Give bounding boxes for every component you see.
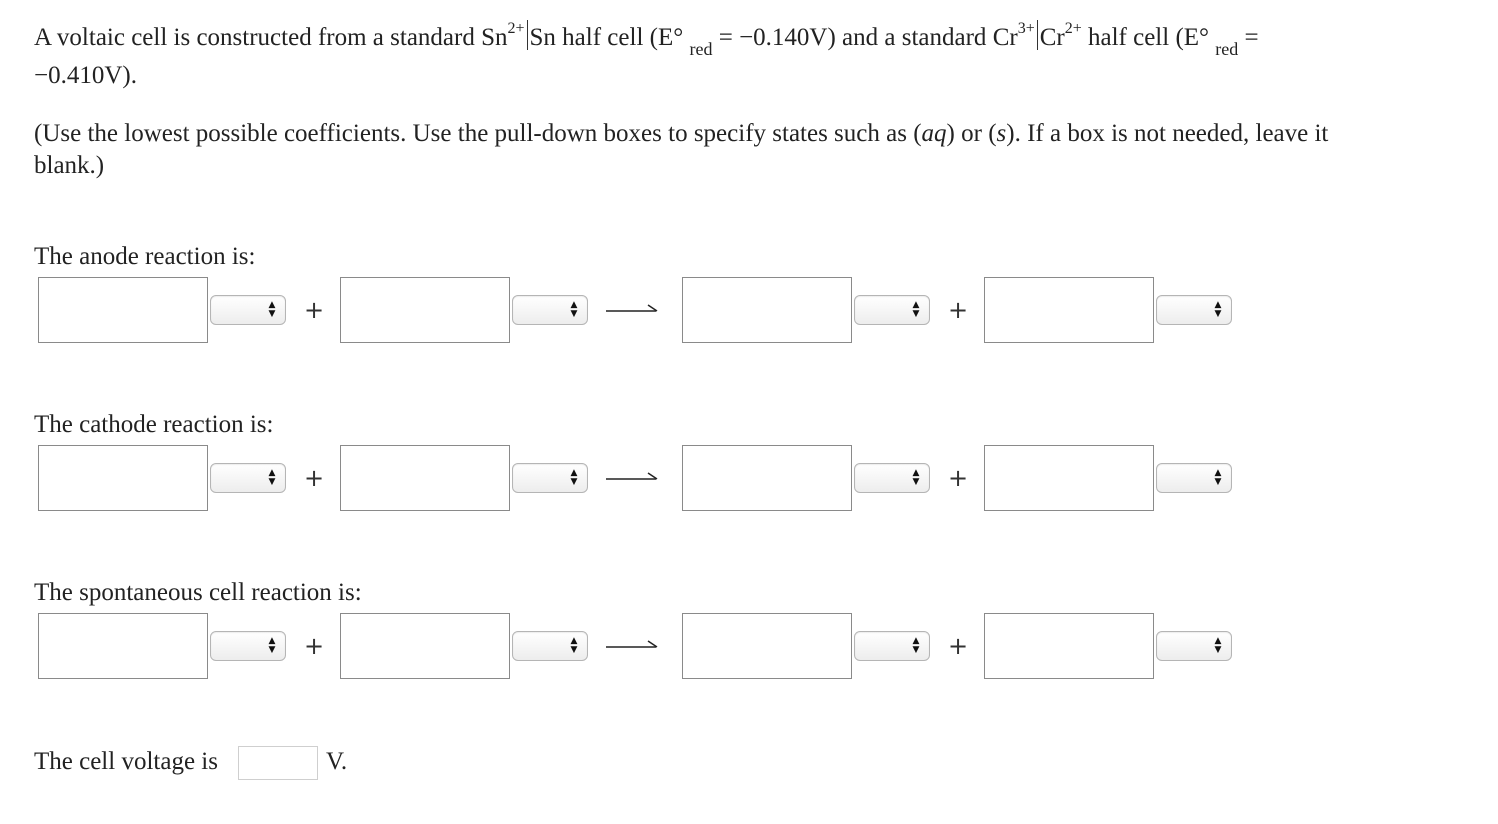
updown-arrows-icon: ▲ ▼ [570,636,578,655]
product2-state-select[interactable] [1156,295,1232,325]
voltage-unit: V. [326,748,348,775]
reactant2-state-select[interactable] [512,463,588,493]
updown-arrows-icon: ▲ ▼ [912,468,920,487]
updown-arrows-icon: ▲ ▼ [912,300,920,319]
problem-statement-line1: A voltaic cell is constructed from a standard $Sn^{2+}$ Sn half cell (E° $_{red}$ = −0.140V) and a standard $Cr^{3+}$ $Cr^{2+}$ half cell (E° $_{red}$ = [34,20,1259,59]
updown-arrows-icon: ▲ ▼ [1214,636,1222,655]
plus-sign: + [304,464,325,492]
anode-label: The anode reaction is: [34,243,256,270]
reactant1-state-select[interactable] [210,463,286,493]
reactant2-state-select[interactable] [512,631,588,661]
reaction-arrow-icon [604,299,660,317]
anode-reaction-row [0,277,1498,347]
instructions-line1: (Use the lowest possible coefficients. Use the pull-down boxes to specify states such as (aq) or (s). If a box is not needed, leave it [34,120,1329,147]
updown-arrows-icon: ▲ ▼ [268,300,276,319]
plus-sign: + [304,632,325,660]
reactant2-input[interactable] [340,445,510,511]
updown-arrows-icon: ▲ ▼ [570,300,578,319]
updown-arrows-icon: ▲ ▼ [912,636,920,655]
product2-state-select[interactable] [1156,463,1232,493]
reactant1-state-select[interactable] [210,295,286,325]
reactant1-input[interactable] [38,613,208,679]
product1-state-select[interactable] [854,463,930,493]
reactant2-input[interactable] [340,277,510,343]
cell-voltage-label: The cell voltage is [34,748,218,775]
plus-sign: + [948,464,969,492]
product1-input[interactable] [682,277,852,343]
plus-sign: + [948,632,969,660]
reactant2-state-select[interactable] [512,295,588,325]
product1-input[interactable] [682,445,852,511]
reaction-arrow-icon [604,635,660,653]
product1-input[interactable] [682,613,852,679]
updown-arrows-icon: ▲ ▼ [570,468,578,487]
problem-statement-line2: −0.410V). [34,62,137,89]
reactant2-input[interactable] [340,613,510,679]
product2-input[interactable] [984,277,1154,343]
plus-sign: + [948,296,969,324]
product2-state-select[interactable] [1156,631,1232,661]
product1-state-select[interactable] [854,631,930,661]
updown-arrows-icon: ▲ ▼ [268,468,276,487]
updown-arrows-icon: ▲ ▼ [268,636,276,655]
cathode-reaction-row [0,445,1498,515]
product2-input[interactable] [984,445,1154,511]
reaction-arrow-icon [604,467,660,485]
updown-arrows-icon: ▲ ▼ [1214,300,1222,319]
plus-sign: + [304,296,325,324]
cathode-label: The cathode reaction is: [34,411,274,438]
cell-reaction-label: The spontaneous cell reaction is: [34,579,362,606]
sn-ion: Sn [481,24,508,51]
phase-boundary [527,20,528,50]
product1-state-select[interactable] [854,295,930,325]
product2-input[interactable] [984,613,1154,679]
cell-voltage-input[interactable] [238,746,318,780]
cell-reaction-row [0,613,1498,683]
updown-arrows-icon: ▲ ▼ [1214,468,1222,487]
reactant1-state-select[interactable] [210,631,286,661]
reactant1-input[interactable] [38,445,208,511]
instructions-line2: blank.) [34,152,105,179]
reactant1-input[interactable] [38,277,208,343]
phase-boundary [1037,20,1038,50]
